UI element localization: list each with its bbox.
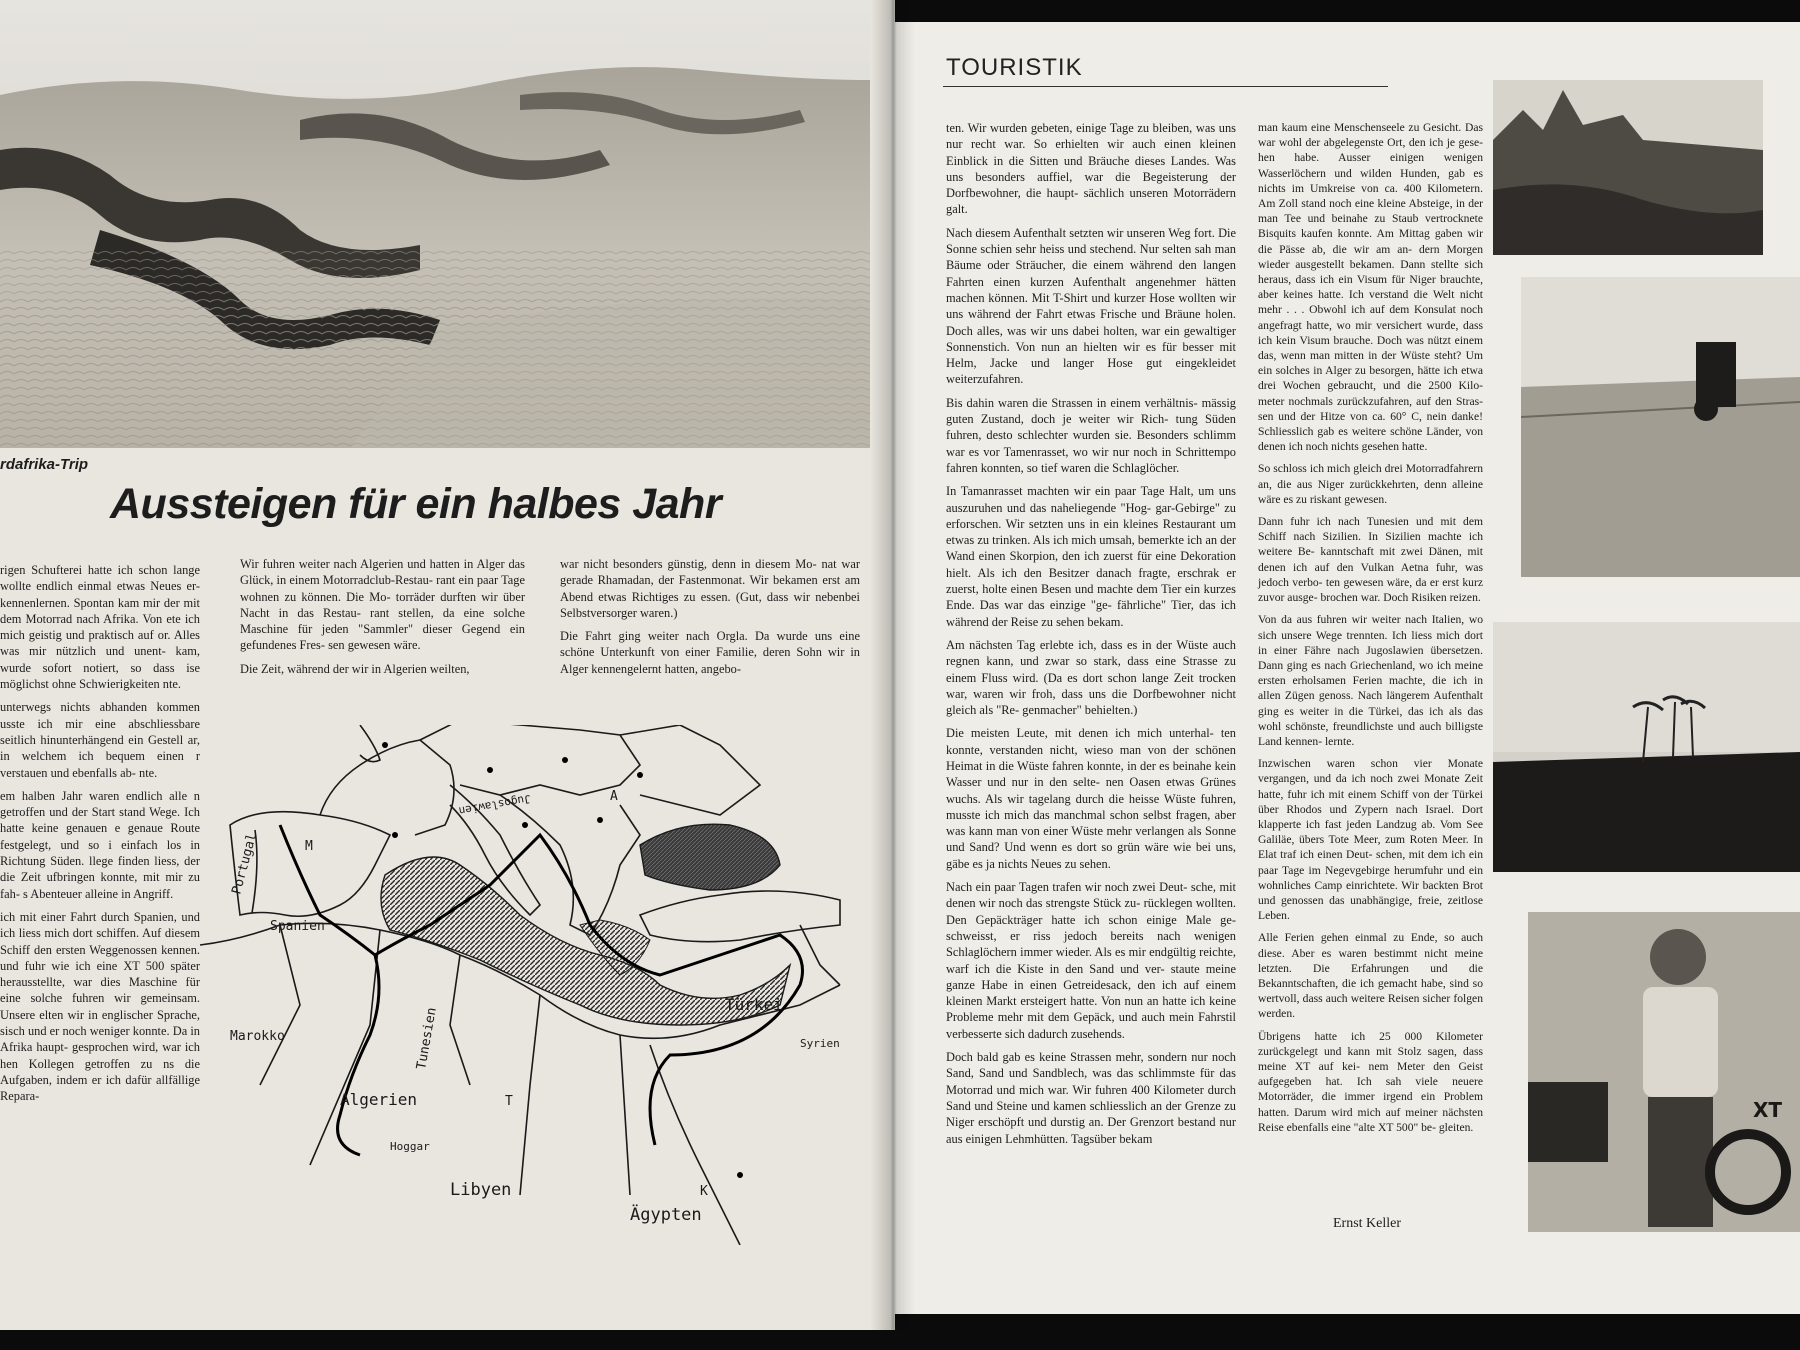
- left-column-3: [560, 556, 860, 684]
- map-label-portugal: Portugal: [229, 831, 261, 897]
- section-rule: [943, 86, 1388, 87]
- paragraph: ten. Wir wurden gebeten, einige Tage zu bleiben, was uns nur recht war. So erhielten wir auch einen kleinen Einblick in die Sitten und Bräuche dieses Landes. Was uns besonders auffiel, war die Begeisterung der Dorfbewohner, die haupt- sächlich unseren Motorrädern galt.: [946, 121, 1236, 217]
- paragraph: Doch bald gab es keine Strassen mehr, sondern nur noch Sand, Sand und Sandblech, was das schlimmste für das Motorrad und mich war. Wir fuhren 400 Kilometer durch Sand und Steine und kamen schliesslich an der Grenze zu Niger erschöpft und durstig an. Der Grenzort bestand nur aus einigen Lehmhütten. Tagsüber bekam: [946, 1050, 1236, 1146]
- map-levant: [800, 925, 840, 985]
- rock-formation-image: [1493, 80, 1763, 255]
- desert-dunes-image: [0, 0, 870, 448]
- paragraph: In Tamanrasset machten wir ein paar Tage Halt, um uns auszuruhen und das naheliegende "Hog- gar-Gebirge" zu erforschen. Wir setzten uns in ein kleines Restaurant um etwas zu trinken. Als ich mich umsah, bemerkte ich an der Wand einen Skorpion, den ich zuerst für eine Dekoration hielt. Als ich den Besitzer danach fragte, erschrak er zuerst, holte einen Besen und machte dem Tier ein kurzes Ende. Das war das einzige "ge- fährliche" Tier, das ich während der Reise zu sehen bekam.: [946, 484, 1236, 629]
- motorcycle-road-image: [1521, 277, 1800, 577]
- paragraph: Alle Ferien gehen einmal zu Ende, so auch diese. Aber es waren bestimmt nicht meine letzten. Die Erfahrungen und die Bekanntschaften, die ich gemacht habe, sind so wertvoll, dass auch weitere Reisen sicher folgen werden.: [1258, 931, 1483, 1021]
- map-label-aegypten: Ägypten: [630, 1205, 702, 1225]
- map-turkey: [640, 891, 840, 942]
- paragraph: Die Fahrt ging weiter nach Orgla. Da wurde uns eine schöne Unterkunft von einer Familie, deren Sohn wir in Alger kennengelernt hatten, angebo-: [560, 629, 860, 676]
- map-label-algerien: Algerien: [340, 1090, 418, 1109]
- route-map: [200, 725, 860, 1245]
- author-name: Ernst Keller: [1333, 1216, 1402, 1231]
- section-header: TOURISTIK: [946, 54, 1083, 81]
- article-headline: Aussteigen für ein halbes Jahr: [110, 480, 722, 528]
- article-kicker: rdafrika-Trip: [0, 456, 89, 473]
- map-label-libyen: Libyen: [450, 1180, 512, 1200]
- paragraph: em halben Jahr waren endlich alle n getroffen und der Start stand Wege. Ich hatte keine genauen e genaue Route festgelegt, und so i einfach los in Richtung Süden. llege finden liess, der die Zeit ufbringen konnte, mit mir zu fah- s Abenteuer alleine in Angriff.: [0, 788, 200, 901]
- map-east-europe: [620, 725, 760, 815]
- map-central-europe: [420, 725, 640, 795]
- paragraph: Inzwischen waren schon vier Monate vergangen, und da ich noch zwei Monate Zeit hatte, fuhr ich mit einem Schiff von der Türkei über Rhodos und Zypern nach Israel. Dort klapperte ich fast jeden Landzug ab. Vom See Galiläe, übers Tote Meer, zum Roten Meer. In Elat traf ich einen Deut- schen, mit dem ich ein paar Tage im Negevgebirge herumfuhr und ein wohnliches Camp einrichtete. Wir backten Brot und genossen das unabhängige, freie, zeitlose Leben.: [1258, 757, 1483, 923]
- right-page: [893, 22, 1800, 1314]
- paragraph: Von da aus fuhren wir weiter nach Italien, wo sich unsere Wege trennten. Ich liess mich dort in einer Fähre nach Jugoslawien übersetzen. Dann ging es nach Griechenland, wo ich meine ersten erholsamen Ferien machte, die ich in allen Zügen genoss. Nach längerem Aufenthalt ging es weiter in die Türkei, das ich als das wohl schönste, freundlichste und auch billigste Land kennen- lernte.: [1258, 613, 1483, 748]
- left-page: [0, 0, 895, 1330]
- map-label-a: A: [610, 789, 618, 804]
- right-column-2: [1258, 120, 1483, 1142]
- paragraph: Die meisten Leute, mit denen ich mich unterhal- ten konnte, verstanden nicht, wieso man von der schönen Heimat in die Wüste fahren konnte, in der es beinahe kein Wasser und nur in den selte- nen Oasen etwas Grünes wuchs. Als wir tagelang durch die heisse Wüste fuhren, musste ich mich das manchmal schon selbst fragen, aber was kann man von einer Wüste mehr verlangen als Sonne und Sand? Und wenn es dort so grün wäre wie bei uns, gäbe es ja nichts Neues zu sehen.: [946, 726, 1236, 871]
- left-column-1: [0, 562, 200, 1112]
- paragraph: Am nächsten Tag erlebte ich, dass es in der Wüste auch regnen kann, und zwar so stark, dass eine Strasse zu einem Fluss wird. (Da es dort schon lange Zeit trocken war, waren wir froh, dass uns die Dorfbewohner nicht gleich als "Re- genmacher" behielten.): [946, 637, 1236, 718]
- motorcycle-plate: XT: [1753, 1098, 1783, 1122]
- map-label-jugoslawien: Jugoslawien: [457, 792, 532, 818]
- map-label-m: M: [305, 839, 313, 854]
- paragraph: unterwegs nichts abhanden kommen usste ich mir eine abschliessbare seitlich hinunterhängend ein Gestell ar, in welchem ich bequem einen r verstauen und ebenfalls ab- nte.: [0, 700, 200, 780]
- map-france-outline: [320, 740, 454, 835]
- paragraph: ich mit einer Fahrt durch Spanien, und ich liess mich dort schiffen. Auf diesem Schiff den ersten Weggenossen kennen. und fuhr wie ich eine XT 500 später herausstellte, war dies Maschine für eine solche fuhren wir gemeinsam. Unsere elten wir in englischer Sprache, sisch und er noch weniger konnte. Da in Afrika haupt- gesprochen wird, war ich hen Kollegen getroffen zu ns die Aufgaben, indem er ich dafür allfällige Repara-: [0, 909, 200, 1104]
- map-label-tunesien: Tunesien: [414, 1006, 440, 1071]
- rider-portrait-photo: [1528, 912, 1800, 1232]
- paragraph: Nach diesem Aufenthalt setzten wir unseren Weg fort. Die Sonne schien sehr heiss und stechend. Nur selten sah man Bäume oder Sträucher, die einem während den langen Fahrten einen kurzen Aufenthalt angenehmer hätten machen können. Mit T-Shirt und kurzer Hose wollten wir uns während der Fahrt etwas Frische und Bräune holen. Doch alles, was wir uns dabei holten, war ein gewaltiger Sonnenstich. Von nun an hielten wir es für besser mit Helm, Jacke und langer Hose gut eingekleidet weiterzufahren.: [946, 225, 1236, 387]
- paragraph: Dann fuhr ich nach Tunesien und mit dem Schiff nach Sizilien. In Sizilien machte ich weitere Be- kanntschaft mit zwei Dänen, mit denen ich auf den Vulkan Aetna fuhr, was jedoch verbo- ten gewesen wäre, da er erst kurz zuvor ausge- brochen war. Doch Risiken reizen.: [1258, 515, 1483, 605]
- map-label-hoggar: Hoggar: [390, 1140, 430, 1153]
- map-uk-outline: [360, 725, 380, 762]
- map-black-sea: [640, 824, 780, 890]
- map-balkans: [500, 795, 640, 935]
- paragraph: Nach ein paar Tagen trafen wir noch zwei Deut- sche, mit denen wir noch das strengste Stück zu- rücklegen wollten. Den Gepäckträger hatte ich schon einige Male ge- schweisst, er riss jedoch bereits nach wenigen Schlaglöchern immer wieder. Als es mir endgültig reichte, warf ich die Kiste in den Sand und ver- staute meine ganze Habe in einen Getreidesack, den ich auf einem kleinen Markt ersteigert hatte. Von nun an hatte ich keine Probleme mehr mit dem Gepäck, und auch mein Fahrstil verbesserte sich dadurch zusehends.: [946, 880, 1236, 1041]
- paragraph: So schloss ich mich gleich drei Motorradfahrern an, die aus Niger zurückkehrten, denn alleine wäre es zu riskant gewesen.: [1258, 462, 1483, 506]
- paragraph: rigen Schufterei hatte ich schon lange wollte endlich einmal etwas Neues er- kennenlernen. Spontan kam mir der mit dem Motorrad nach Afrika. Von ete ich mich geistig und praktisch auf or. Alles was mir nützlich und unent- kam, wurde sofort notiert, so dass ise möglichst ohne Schwierigkeiten nte.: [0, 563, 200, 692]
- motorcycle-road-photo: [1521, 277, 1800, 577]
- paragraph: Bis dahin waren die Strassen in einem verhältnis- mässig guten Zustand, doch je weiter wir Rich- tung Süden fuhren, desto schlechter wurden sie. Besonders schlimm war es vor Tamenrasset, wo wir nur noch in Schrittempo fahren konnten, so tief waren die Schlaglöcher.: [946, 395, 1236, 475]
- paragraph: war nicht besonders günstig, denn in diesem Mo- nat war gerade Rhamadan, der Fastenmonat. Wir bekamen erst am Abend etwas Richtiges zu essen. (Gut, dass wir nebenbei Selbstversorger waren.): [560, 557, 860, 620]
- paragraph: man kaum eine Menschenseele zu Gesicht. Das war wohl der abgelegenste Ort, den ich je gese- hen habe. Ausser einigen wenigen Wasserlöchern und wilden Hunden, gab es nichts im Umkreise von ca. 400 Kilometern. Am Zoll stand noch eine kleine Absteige, in der man Tee und beinahe zu Staub vertrocknete Bisquits kaufen konnte. Am Mittag gaben wir die Pässe ab, die wir am an- dern Morgen wieder ausgestellt bekamen. Dann stellte sich heraus, dass ich ein Visum für Niger brauchte, aber keines hatte. Ich verstand die Welt nicht mehr . . . Obwohl ich auf dem Konsulat noch angefragt hatte, wo mir versichert wurde, dass ich kein Visum brauche. Doch was nützt einem das, wenn man mitten in der Wüste steht? Um ein solches in Alger zu besorgen, hätte ich etwa drei Wochen gebraucht, und die 2500 Kilo- meter nochmals zurückzufahren, auf den Stras- sen und der Hitze von ca. 60° C, nein danke! Schliesslich gab es weitere schöne Länder, von denen ich noch nichts gesehen hatte.: [1258, 121, 1483, 454]
- paragraph: Wir fuhren weiter nach Algerien und hatten in Alger das Glück, in einem Motorradclub-Restau- rant ein paar Tage wohnen zu können. Die Mo- torräder durften wir über Nacht in das Restau- rant stellen, da eine solche Maschine für jeden "Sammler" dieser Gegend ein gefundenes Fres- sen gewesen wäre.: [240, 557, 525, 653]
- rider-portrait-image: [1528, 912, 1800, 1232]
- map-label-marokko: Marokko: [230, 1029, 285, 1044]
- left-column-2: [240, 556, 525, 684]
- palm-desert-photo: [1493, 622, 1800, 872]
- palm-desert-image: [1493, 622, 1800, 872]
- desert-dunes-photo: [0, 0, 870, 448]
- map-label-spanien: Spanien: [270, 919, 325, 934]
- right-column-1: [946, 120, 1236, 1154]
- rock-formation-photo: [1493, 80, 1763, 255]
- paragraph: Die Zeit, während der wir in Algerien weilten,: [240, 661, 470, 676]
- map-label-k: K: [700, 1184, 708, 1199]
- paragraph: Übrigens hatte ich 25 000 Kilometer zurückgelegt und kann mit Stolz sagen, dass meine XT auf kei- nem Meter den Geist aufgegeben hat. Ich sah viele neuere Motorräder, die immer irgend ein Problem hatten. Darum wird mich auf meiner nächsten Reise ebenfalls eine "alte XT 500" be- gleiten.: [1258, 1029, 1483, 1134]
- map-label-tuerkei: Türkei: [725, 995, 783, 1014]
- map-label-syrien: Syrien: [800, 1037, 840, 1050]
- map-label-t: T: [505, 1094, 513, 1109]
